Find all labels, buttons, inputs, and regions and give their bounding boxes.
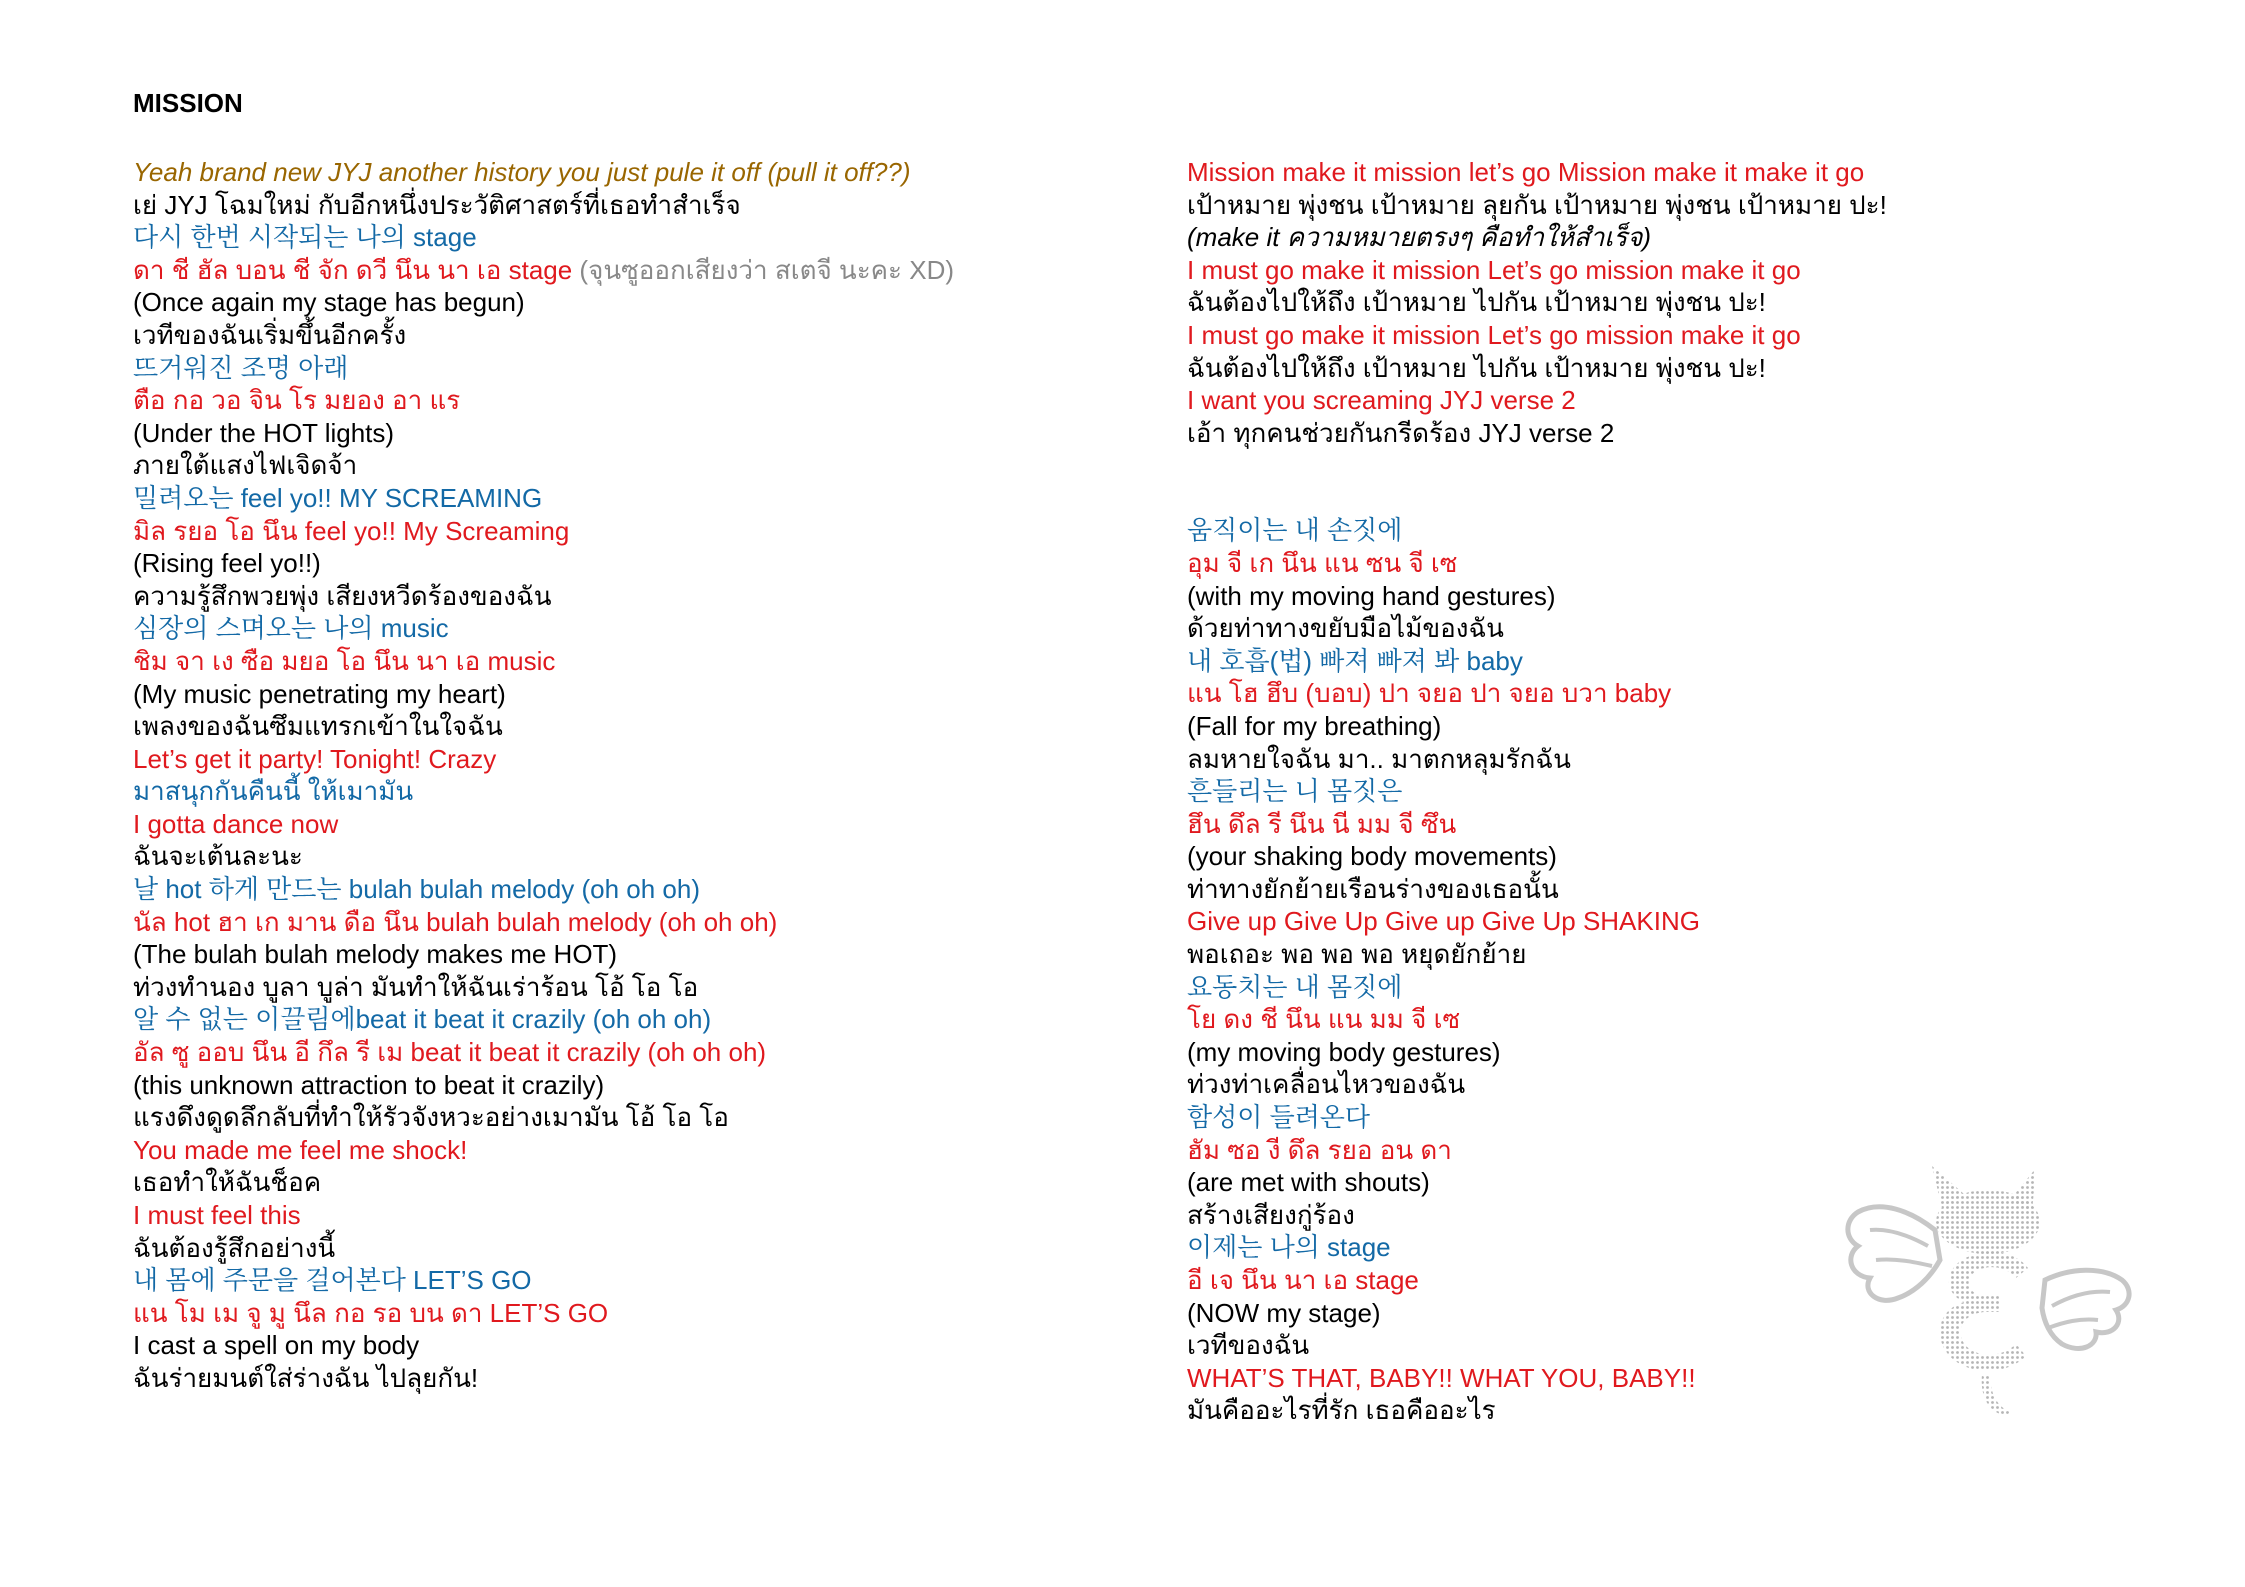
lyric-text: ท่าทางยักย้ายเรือนร่างของเธอนั้น bbox=[1187, 873, 1559, 904]
lyric-line bbox=[133, 710, 1133, 743]
lyric-text: (this unknown attraction to beat it crazily) bbox=[133, 1069, 605, 1100]
lyric-text: มาสนุกกันคืนนี้ ให้เมามัน bbox=[133, 776, 414, 807]
lyric-line bbox=[133, 775, 1133, 808]
lyric-line bbox=[133, 938, 1133, 971]
lyric-text: 밀려오는 feel yo!! MY SCREAMING bbox=[133, 482, 543, 513]
lyric-text: ตือ กอ วอ จิน โร มยอง อา แร bbox=[133, 385, 461, 416]
lyric-line bbox=[1187, 514, 2137, 547]
lyric-text: แรงดึงดูดลึกลับที่ทำให้รัวจังหวะอย่างเมามัน โอ้ โอ โอ bbox=[133, 1102, 729, 1133]
lyric-text: 흔들리는 니 몸짓은 bbox=[1187, 776, 1403, 807]
lyric-text: (Rising feel yo!!) bbox=[133, 548, 321, 579]
lyric-text: (My music penetrating my heart) bbox=[133, 678, 506, 709]
lyric-text: I must go make it mission Let’s go mission make it go bbox=[1187, 254, 1801, 285]
lyric-text: ท่วงทำนอง บูลา บูล่า มันทำให้ฉันเร่าร้อน โอ้ โอ โอ bbox=[133, 971, 699, 1002]
lyric-line bbox=[1187, 1003, 2137, 1036]
lyric-line bbox=[133, 515, 1133, 548]
lyric-text: มันคืออะไรที่รัก เธอคืออะไร bbox=[1187, 1395, 1496, 1426]
lyric-line bbox=[1187, 254, 2137, 287]
lyric-text: แน โฮ ฮึบ (บอบ) ปา จยอ ปา จยอ บวา baby bbox=[1187, 678, 1672, 709]
lyric-line bbox=[1187, 710, 2137, 743]
lyric-text: I cast a spell on my body bbox=[133, 1330, 420, 1361]
lyric-text: ชิม จา เง ซือ มยอ โอ นึน นา เอ music bbox=[133, 645, 556, 676]
lyric-text: (Under the HOT lights) bbox=[133, 417, 395, 448]
lyric-line bbox=[1187, 612, 2137, 645]
lyric-text: 내 몸에 주문을 걸어본다 LET’S GO bbox=[133, 1265, 532, 1296]
lyric-text: เอ้า ทุกคนช่วยกันกรีดร้อง JYJ verse 2 bbox=[1187, 417, 1615, 448]
lyric-line bbox=[133, 678, 1133, 711]
lyric-text: Give up Give Up Give up Give Up SHAKING bbox=[1187, 906, 1700, 937]
lyric-line bbox=[133, 319, 1133, 352]
lyric-text: (The bulah bulah melody makes me HOT) bbox=[133, 939, 618, 970]
lyric-line bbox=[133, 1003, 1133, 1036]
lyric-text: 알 수 없는 이끌림에beat it beat it crazily (oh oh oh) bbox=[133, 1004, 712, 1035]
lyric-line bbox=[133, 1069, 1133, 1102]
lyric-text: ฉันจะเต้นละนะ bbox=[133, 841, 303, 872]
lyric-line bbox=[1187, 645, 2137, 678]
lyric-text: ความรู้สึกพวยพุ่ง เสียงหวีดร้องของฉัน bbox=[133, 580, 552, 611]
lyric-line bbox=[1187, 417, 2137, 450]
lyric-text: WHAT’S THAT, BABY!! WHAT YOU, BABY!! bbox=[1187, 1362, 1696, 1393]
lyric-text: (my moving body gestures) bbox=[1187, 1036, 1501, 1067]
lyric-text: Yeah brand new JYJ another history you just pule it off (pull it off??) bbox=[133, 157, 911, 187]
lyric-line bbox=[133, 1232, 1133, 1265]
lyric-line bbox=[1187, 189, 2137, 222]
lyric-line bbox=[1187, 286, 2137, 319]
lyric-line bbox=[133, 971, 1133, 1004]
lyrics-column-left bbox=[133, 156, 1133, 1395]
lyric-line bbox=[133, 1297, 1133, 1330]
lyric-line bbox=[133, 189, 1133, 222]
lyric-line bbox=[1187, 449, 2137, 514]
lyric-text: เวทีของฉันเริ่มขึ้นอีกครั้ง bbox=[133, 319, 407, 350]
lyric-text: ดา ชี ฮัล บอน ชี จัก ดวี นึน นา เอ stage bbox=[133, 254, 573, 285]
lyric-line bbox=[133, 1362, 1133, 1395]
winged-e-logo-icon bbox=[1840, 1160, 2140, 1420]
lyric-note: (จุนซูออกเสียงว่า สเตจี นะคะ XD) bbox=[572, 254, 955, 285]
lyric-line bbox=[1187, 938, 2137, 971]
lyric-line bbox=[133, 1036, 1133, 1069]
lyric-line bbox=[133, 1199, 1133, 1232]
lyric-line bbox=[1187, 677, 2137, 710]
lyric-text: ฮัม ซอ งี ดึล รยอ อน ดา bbox=[1187, 1134, 1452, 1165]
lyric-line bbox=[133, 612, 1133, 645]
lyric-line bbox=[133, 840, 1133, 873]
lyric-line bbox=[1187, 840, 2137, 873]
lyric-line bbox=[1187, 352, 2137, 385]
lyric-text: ฉันต้องไปให้ถึง เป้าหมาย ไปกัน เป้าหมาย พุ่งชน ปะ! bbox=[1187, 352, 1766, 383]
lyric-text: ลมหายใจฉัน มา.. มาตกหลุมรักฉัน bbox=[1187, 743, 1571, 774]
lyric-text: 움직이는 내 손짓에 bbox=[1187, 515, 1403, 546]
lyric-line bbox=[133, 1134, 1133, 1167]
lyric-text: (make it ความหมายตรงๆ คือทำให้สำเร็จ) bbox=[1187, 222, 1652, 253]
lyric-text: 심장의 스며오는 나의 music bbox=[133, 613, 449, 644]
lyric-text: 뜨거워진 조명 아래 bbox=[133, 352, 349, 383]
lyric-text: (NOW my stage) bbox=[1187, 1297, 1381, 1328]
lyric-line bbox=[133, 1264, 1133, 1297]
lyric-text: อุม จี เก นึน แน ซน จี เซ bbox=[1187, 547, 1458, 578]
lyric-text: เป้าหมาย พุ่งชน เป้าหมาย ลุยกัน เป้าหมาย พุ่งชน เป้าหมาย ปะ! bbox=[1187, 189, 1887, 220]
lyric-line bbox=[133, 580, 1133, 613]
lyric-line bbox=[133, 156, 1133, 189]
lyric-text: 날 hot 하게 만드는 bulah bulah melody (oh oh oh) bbox=[133, 874, 700, 905]
lyric-text: (Once again my stage has begun) bbox=[133, 287, 525, 318]
lyric-text: เพลงของฉันซึมแทรกเข้าในใจฉัน bbox=[133, 711, 503, 742]
lyric-line bbox=[133, 482, 1133, 515]
lyric-text: ฉันต้องรู้สึกอย่างนี้ bbox=[133, 1232, 336, 1263]
lyric-line bbox=[133, 645, 1133, 678]
lyric-line bbox=[133, 352, 1133, 385]
lyric-line bbox=[1187, 743, 2137, 776]
lyric-text: (with my moving hand gestures) bbox=[1187, 580, 1556, 611]
lyric-line bbox=[1187, 319, 2137, 352]
lyric-text: ภายใต้แสงไฟเจิดจ้า bbox=[133, 450, 358, 481]
lyric-text: ท่วงท่าเคลื่อนไหวของฉัน bbox=[1187, 1069, 1466, 1100]
lyric-line bbox=[133, 221, 1133, 254]
lyric-text: ฮึน ดึล รี นึน นี มม จี ซึน bbox=[1187, 808, 1457, 839]
lyric-text: (are met with shouts) bbox=[1187, 1167, 1430, 1198]
lyric-line bbox=[1187, 156, 2137, 189]
lyric-line bbox=[1187, 221, 2137, 254]
lyric-text: นัล hot ฮา เก มาน ดือ นึน bulah bulah melody (oh oh oh) bbox=[133, 906, 778, 937]
lyric-line bbox=[1187, 971, 2137, 1004]
lyric-text: เวทีของฉัน bbox=[1187, 1330, 1310, 1361]
lyric-text: ด้วยท่าทางขยับมือไม้ของฉัน bbox=[1187, 613, 1504, 644]
lyric-line bbox=[1187, 873, 2137, 906]
lyric-text: (your shaking body movements) bbox=[1187, 841, 1557, 872]
lyric-line bbox=[1187, 808, 2137, 841]
lyric-text: มิล รยอ โอ นึน feel yo!! My Screaming bbox=[133, 515, 570, 546]
lyric-line bbox=[1187, 384, 2137, 417]
lyric-text: เธอทำให้ฉันช็อค bbox=[133, 1167, 322, 1198]
lyric-line bbox=[1187, 580, 2137, 613]
lyric-line bbox=[1187, 1036, 2137, 1069]
lyric-line bbox=[133, 449, 1133, 482]
lyric-line bbox=[1187, 775, 2137, 808]
lyric-text: ฉันร่ายมนต์ใส่ร่างฉัน ไปลุยกัน! bbox=[133, 1362, 479, 1393]
lyric-line bbox=[1187, 547, 2137, 580]
lyric-text: เย่ JYJ โฉมใหม่ กับอีกหนึ่งประวัติศาสตร์ที่เธอทำสำเร็จ bbox=[133, 189, 741, 220]
lyric-line bbox=[133, 906, 1133, 939]
lyric-text: 다시 한번 시작되는 나의 stage bbox=[133, 222, 477, 253]
lyric-line bbox=[1187, 1068, 2137, 1101]
lyric-line bbox=[133, 254, 1133, 287]
page-title: MISSION bbox=[133, 88, 243, 118]
lyric-text: 내 호흡(법) 빠져 빠져 봐 baby bbox=[1187, 645, 1523, 676]
lyric-line bbox=[133, 384, 1133, 417]
lyric-text: (Fall for my breathing) bbox=[1187, 710, 1442, 741]
lyric-text: 함성이 들려온다 bbox=[1187, 1102, 1371, 1133]
lyric-text: 요동치는 내 몸짓에 bbox=[1187, 971, 1403, 1002]
lyric-line bbox=[133, 286, 1133, 319]
lyric-text: อัล ซู ออบ นึน อี กึล รี เม beat it beat it crazily (oh oh oh) bbox=[133, 1037, 767, 1068]
lyric-text: ฉันต้องไปให้ถึง เป้าหมาย ไปกัน เป้าหมาย พุ่งชน ปะ! bbox=[1187, 287, 1766, 318]
lyric-line bbox=[133, 808, 1133, 841]
lyric-line bbox=[133, 1166, 1133, 1199]
lyric-text: แน โม เม จู มู นึล กอ รอ บน ดา LET’S GO bbox=[133, 1297, 609, 1328]
lyric-text: I want you screaming JYJ verse 2 bbox=[1187, 385, 1576, 416]
lyric-text: 이제는 나의 stage bbox=[1187, 1232, 1391, 1263]
lyric-text: I must go make it mission Let’s go mission make it go bbox=[1187, 319, 1801, 350]
lyric-line bbox=[133, 873, 1133, 906]
lyric-line bbox=[133, 1329, 1133, 1362]
lyric-text: I gotta dance now bbox=[133, 808, 339, 839]
lyric-text: Let’s get it party! Tonight! Crazy bbox=[133, 743, 497, 774]
lyric-text: I must feel this bbox=[133, 1200, 301, 1230]
lyric-line bbox=[133, 417, 1133, 450]
lyric-text: สร้างเสียงกู่ร้อง bbox=[1187, 1199, 1355, 1230]
lyric-line bbox=[133, 1101, 1133, 1134]
lyric-text: โย ดง ชี นึน แน มม จี เซ bbox=[1187, 1004, 1461, 1035]
lyric-line bbox=[133, 547, 1133, 580]
lyric-line bbox=[1187, 1101, 2137, 1134]
lyric-text: อี เจ นึน นา เอ stage bbox=[1187, 1265, 1419, 1295]
lyric-line bbox=[1187, 905, 2137, 938]
lyric-text: พอเถอะ พอ พอ พอ หยุดยักย้าย bbox=[1187, 939, 1527, 970]
lyric-line bbox=[133, 743, 1133, 776]
lyric-text: You made me feel me shock! bbox=[133, 1134, 468, 1165]
lyric-text: Mission make it mission let’s go Mission make it make it go bbox=[1187, 157, 1865, 187]
